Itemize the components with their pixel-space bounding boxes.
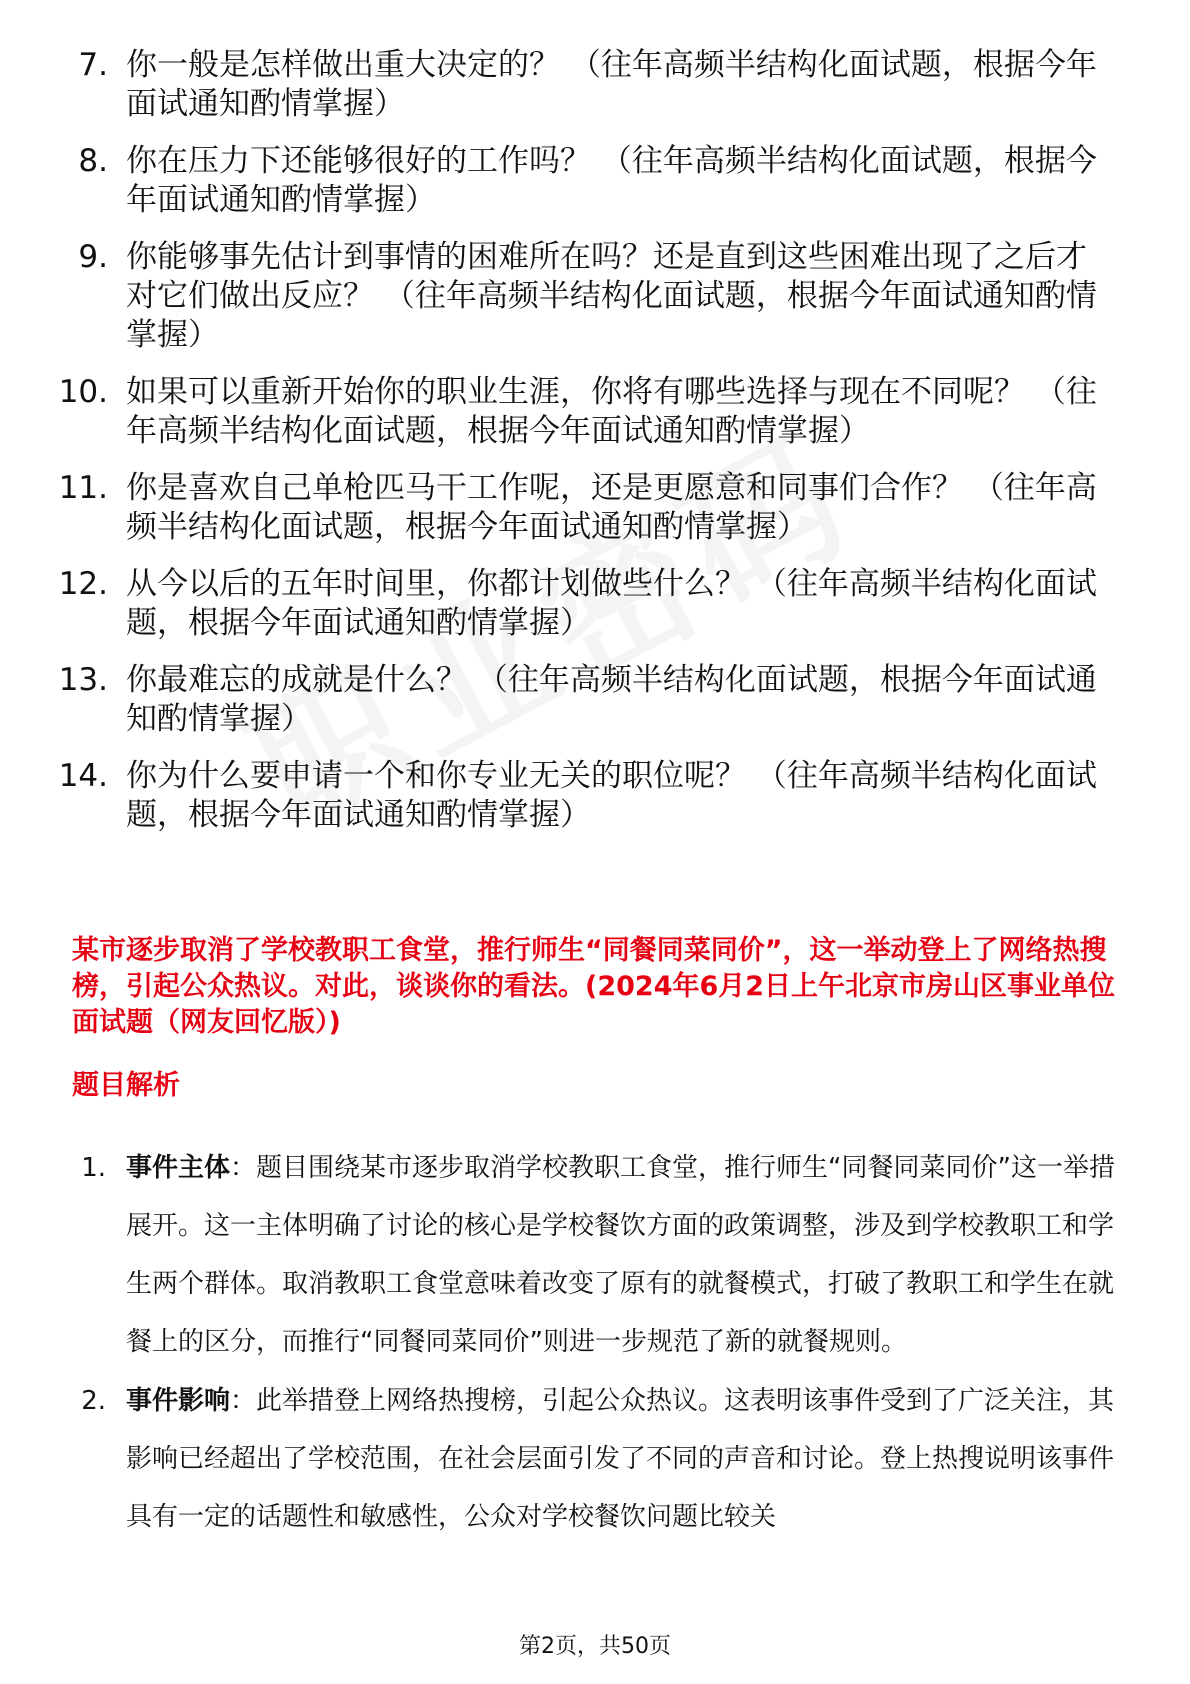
question-list xyxy=(0,46,1190,853)
analysis-term: 事件影响 xyxy=(126,1386,231,1416)
list-item xyxy=(0,757,1190,835)
item-number: 12. xyxy=(58,566,108,602)
item-text: 从今以后的五年时间里，你都计划做些什么？ （往年高频半结构化面试题，根据今年面试通知酌情掌握） xyxy=(126,566,1097,641)
analysis-heading: 题目解析 xyxy=(72,1070,180,1101)
analysis-list xyxy=(0,1139,1190,1547)
item-text: 你能够事先估计到事情的困难所在吗？还是直到这些困难出现了之后才对它们做出反应？ （往年高频半结构化面试题，根据今年面试通知酌情掌握） xyxy=(126,239,1097,353)
item-text: 你为什么要申请一个和你专业无关的职位呢？ （往年高频半结构化面试题，根据今年面试通知酌情掌握） xyxy=(126,758,1097,833)
item-number: 7. xyxy=(78,47,108,83)
item-text: 你是喜欢自己单枪匹马干工作呢，还是更愿意和同事们合作？ （往年高频半结构化面试题，根据今年面试通知酌情掌握） xyxy=(126,470,1097,545)
list-item xyxy=(0,565,1190,643)
item-number: 13. xyxy=(58,662,108,698)
item-number: 10. xyxy=(58,374,108,410)
item-text: 你一般是怎样做出重大决定的？ （往年高频半结构化面试题，根据今年面试通知酌情掌握） xyxy=(126,47,1097,122)
analysis-text: ：此举措登上网络热搜榜，引起公众热议。这表明该事件受到了广泛关注，其影响已经超出了学校范围，在社会层面引发了不同的声音和讨论。登上热搜说明该事件具有一定的话题性和敏感性，公众对学校餐饮问题比较关 xyxy=(126,1386,1115,1532)
list-item xyxy=(0,373,1190,451)
item-text: 你最难忘的成就是什么？ （往年高频半结构化面试题，根据今年面试通知酌情掌握） xyxy=(126,662,1097,737)
analysis-text: ：题目围绕某市逐步取消学校教职工食堂，推行师生“同餐同菜同价”这一举措展开。这一主体明确了讨论的核心是学校餐饮方面的政策调整，涉及到学校教职工和学生两个群体。取消教职工食堂意味着改变了原有的就餐模式，打破了教职工和学生在就餐上的区分，而推行“同餐同菜同价”则进一步规范了新的就餐规则。 xyxy=(126,1153,1115,1357)
list-item xyxy=(0,469,1190,547)
list-item xyxy=(0,661,1190,739)
item-number: 2. xyxy=(81,1386,106,1416)
analysis-item xyxy=(0,1372,1190,1546)
item-text: 如果可以重新开始你的职业生涯，你将有哪些选择与现在不同呢？ （往年高频半结构化面试题，根据今年面试通知酌情掌握） xyxy=(126,374,1097,449)
item-number: 8. xyxy=(78,143,108,179)
item-number: 9. xyxy=(78,239,108,275)
list-item xyxy=(0,238,1190,355)
highlight-question: 某市逐步取消了学校教职工食堂，推行师生“同餐同菜同价”，这一举动登上了网络热搜榜，引起公众热议。对此，谈谈你的看法。(2024年6月2日上午北京市房山区事业单位面试题（网友回忆版）) xyxy=(72,935,1116,1038)
page-footer: 第2页，共50页 xyxy=(519,1634,671,1659)
item-number: 14. xyxy=(58,758,108,794)
item-text: 你在压力下还能够很好的工作吗？ （往年高频半结构化面试题，根据今年面试通知酌情掌握） xyxy=(126,143,1097,218)
list-item xyxy=(0,142,1190,220)
analysis-term: 事件主体 xyxy=(126,1153,231,1183)
analysis-item xyxy=(0,1139,1190,1371)
item-number: 11. xyxy=(58,470,108,506)
list-item xyxy=(0,46,1190,124)
item-number: 1. xyxy=(81,1153,106,1183)
